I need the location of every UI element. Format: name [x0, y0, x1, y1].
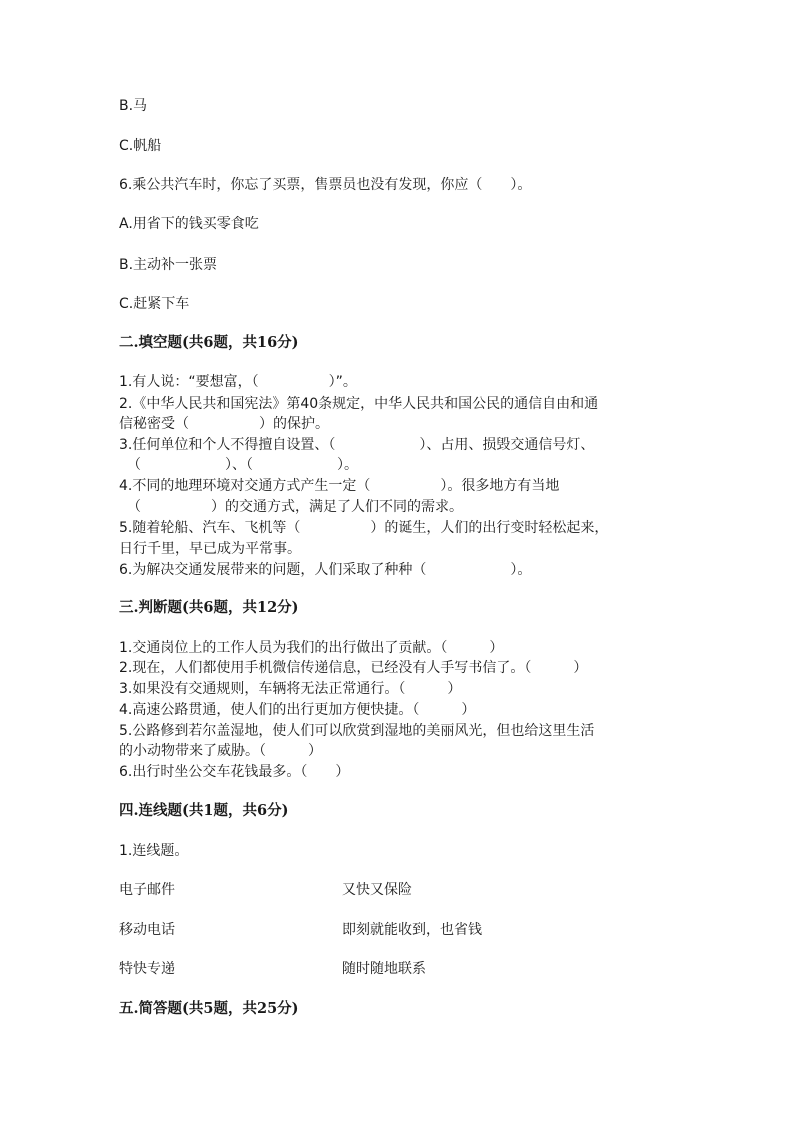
matching-left-item: 特快专递	[119, 961, 175, 977]
judge-q2: 2.现在，人们都使用手机微信传递信息，已经没有人手写书信了。（ ）	[119, 660, 588, 676]
section-heading-short-answer: 五.简答题(共5题，共25分)	[119, 1000, 299, 1017]
matching-right-item: 随时随地联系	[342, 961, 426, 977]
fill-q1: 1.有人说：“要想富，（ ）”。	[119, 374, 357, 390]
judge-q3: 3.如果没有交通规则，车辆将无法正常通行。（ ）	[119, 681, 462, 697]
section-heading-fill-in: 二.填空题(共6题，共16分)	[119, 334, 299, 351]
q5-option-b: B.马	[119, 98, 148, 114]
judge-q4: 4.高速公路贯通，使人们的出行更加方便快捷。（ ）	[119, 702, 476, 718]
section-heading-matching: 四.连线题(共1题，共6分)	[119, 802, 289, 819]
judge-q5-line2: 的小动物带来了威胁。（ ）	[119, 743, 322, 759]
matching-left-item: 移动电话	[119, 922, 175, 938]
matching-left-item: 电子邮件	[119, 882, 175, 898]
section-heading-true-false: 三.判断题(共6题，共12分)	[119, 599, 299, 616]
judge-q6: 6.出行时坐公交车花钱最多。（ ）	[119, 764, 350, 780]
judge-q1: 1.交通岗位上的工作人员为我们的出行做出了贡献。（ ）	[119, 640, 504, 656]
q5-option-c: C.帆船	[119, 138, 162, 154]
q6-option-b: B.主动补一张票	[119, 257, 218, 273]
fill-q4-line2: （ ）的交通方式，满足了人们不同的需求。	[127, 499, 463, 515]
fill-q3-line1: 3.任何单位和个人不得擅自设置、（ ）、占用、损毁交通信号灯、	[119, 437, 595, 453]
fill-q2-line2: 信秘密受（ ）的保护。	[119, 416, 329, 432]
fill-q5-line2: 日行千里，早已成为平常事。	[119, 541, 301, 557]
judge-q5-line1: 5.公路修到若尔盖湿地，使人们可以欣赏到湿地的美丽风光，但也给这里生活	[119, 723, 595, 739]
q6-option-a: A.用省下的钱买零食吃	[119, 216, 259, 232]
fill-q5-line1: 5.随着轮船、汽车、飞机等（ ）的诞生，人们的出行变时轻松起来，	[119, 520, 609, 536]
fill-q4-line1: 4.不同的地理环境对交通方式产生一定（ ）。很多地方有当地	[119, 478, 560, 494]
matching-right-item: 即刻就能收到，也省钱	[342, 922, 482, 938]
fill-q2-line1: 2.《中华人民共和国宪法》第40条规定，中华人民共和国公民的通信自由和通	[119, 396, 599, 412]
q6-option-c: C.赶紧下车	[119, 296, 190, 312]
fill-q3-line2: （ ）、（ ）。	[127, 457, 358, 473]
q6-stem: 6.乘公共汽车时，你忘了买票，售票员也没有发现，你应（ ）。	[119, 177, 532, 193]
matching-right-item: 又快又保险	[342, 882, 412, 898]
matching-question: 1.连线题。	[119, 843, 189, 859]
fill-q6: 6.为解决交通发展带来的问题，人们采取了种种（ ）。	[119, 562, 532, 578]
